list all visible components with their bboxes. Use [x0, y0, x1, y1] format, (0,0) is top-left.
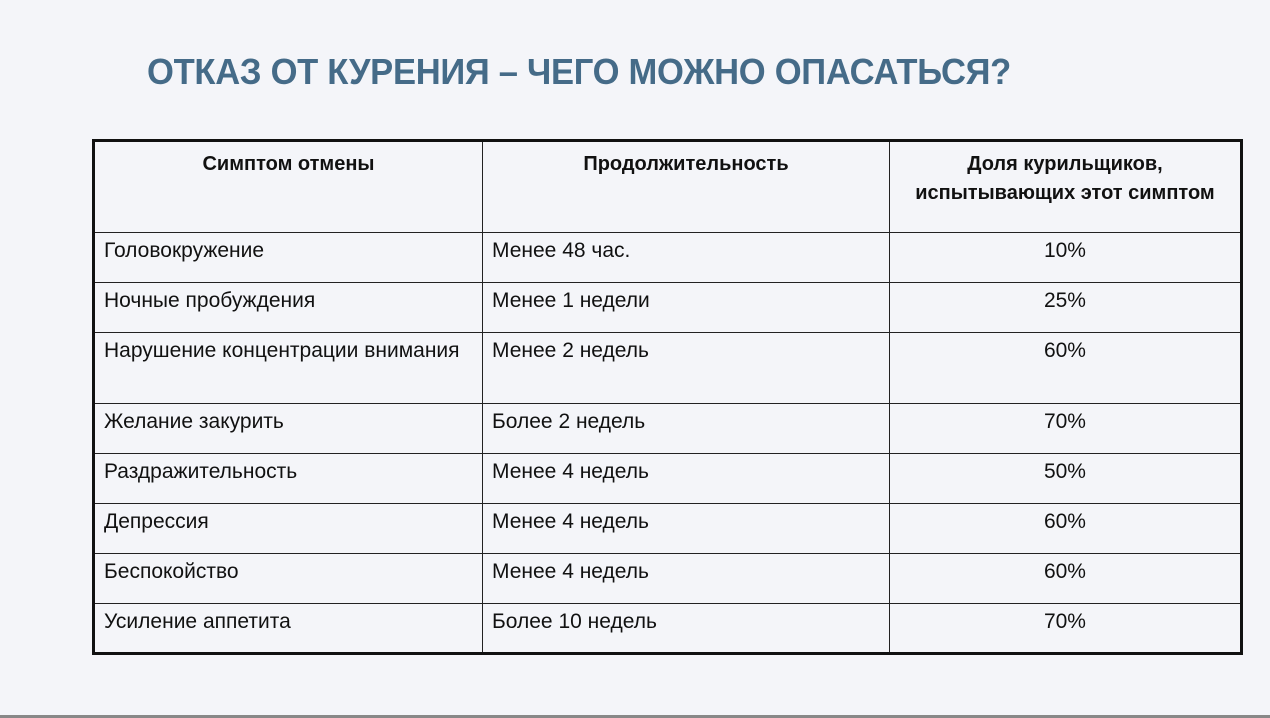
header-symptom: Симптом отмены [94, 141, 483, 233]
cell-duration: Менее 4 недель [483, 504, 890, 554]
cell-duration: Более 2 недель [483, 404, 890, 454]
table-row [94, 283, 1242, 333]
cell-share: 10% [889, 233, 1241, 283]
table-row [94, 333, 1242, 404]
header-duration: Продолжительность [483, 141, 890, 233]
table-row [94, 233, 1242, 283]
cell-duration: Менее 48 час. [483, 233, 890, 283]
cell-share: 70% [889, 404, 1241, 454]
cell-duration: Менее 4 недель [483, 554, 890, 604]
table-row [94, 454, 1242, 504]
cell-symptom: Нарушение концентрации внимания [94, 333, 483, 404]
cell-duration: Более 10 недель [483, 604, 890, 654]
cell-duration: Менее 2 недель [483, 333, 890, 404]
cell-symptom: Усиление аппетита [94, 604, 483, 654]
cell-symptom: Депрессия [94, 504, 483, 554]
withdrawal-symptoms-table [92, 139, 1243, 655]
table-row [94, 404, 1242, 454]
header-share: Доля курильщиков, испытывающих этот симптом [889, 141, 1241, 233]
cell-symptom: Раздражительность [94, 454, 483, 504]
slide-title: ОТКАЗ ОТ КУРЕНИЯ – ЧЕГО МОЖНО ОПАСАТЬСЯ? [147, 51, 1011, 92]
cell-symptom: Головокружение [94, 233, 483, 283]
cell-symptom: Ночные пробуждения [94, 283, 483, 333]
table-row [94, 504, 1242, 554]
cell-symptom: Беспокойство [94, 554, 483, 604]
cell-duration: Менее 1 недели [483, 283, 890, 333]
cell-share: 60% [889, 504, 1241, 554]
cell-share: 70% [889, 604, 1241, 654]
cell-share: 60% [889, 333, 1241, 404]
table-header-row [94, 141, 1242, 233]
table-row [94, 604, 1242, 654]
cell-symptom: Желание закурить [94, 404, 483, 454]
table-row [94, 554, 1242, 604]
cell-share: 50% [889, 454, 1241, 504]
cell-duration: Менее 4 недель [483, 454, 890, 504]
cell-share: 60% [889, 554, 1241, 604]
cell-share: 25% [889, 283, 1241, 333]
